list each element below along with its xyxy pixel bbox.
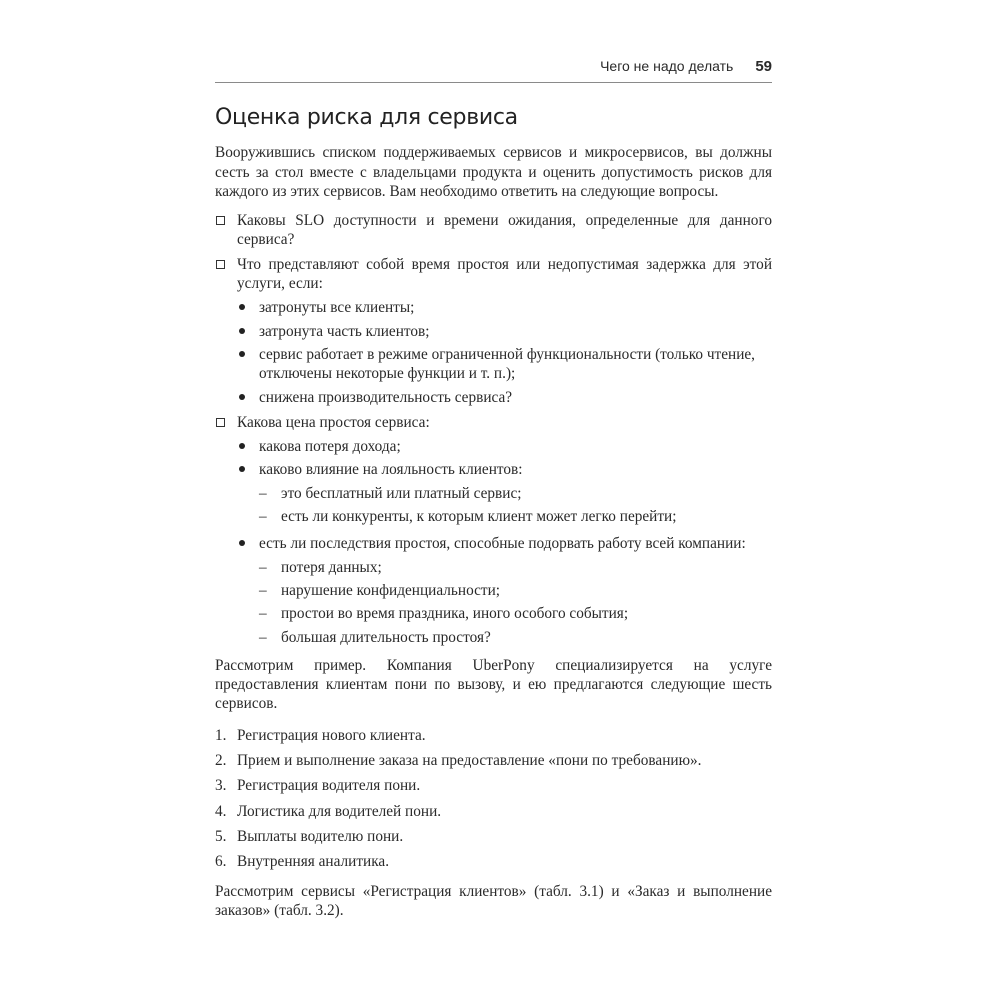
dash-icon: – bbox=[259, 558, 267, 576]
page-number: 59 bbox=[755, 58, 772, 75]
bullet-icon bbox=[239, 443, 245, 449]
dash-icon: – bbox=[259, 484, 267, 502]
bullet-icon bbox=[239, 466, 245, 472]
service-item bbox=[215, 827, 772, 846]
dash-icon: – bbox=[259, 628, 267, 646]
service-text: Выплаты водителю пони. bbox=[237, 827, 404, 845]
bullet-icon bbox=[239, 540, 245, 546]
question-item bbox=[215, 255, 772, 294]
service-text: Логистика для водителей пони. bbox=[237, 802, 442, 820]
bullet-item bbox=[237, 298, 772, 317]
dash-item bbox=[259, 604, 772, 623]
bullet-icon bbox=[239, 394, 245, 400]
bullet-icon bbox=[239, 328, 245, 334]
dash-text: большая длительность простоя? bbox=[281, 628, 491, 646]
service-text: Прием и выполнение заказа на предоставление «пони по требованию». bbox=[237, 752, 702, 770]
service-item bbox=[215, 726, 772, 745]
dash-text: есть ли конкуренты, к которым клиент может легко перейти; bbox=[281, 508, 677, 526]
checkbox-bullet-icon bbox=[216, 216, 225, 225]
service-text: Регистрация нового клиента. bbox=[237, 726, 426, 744]
dash-text: потеря данных; bbox=[281, 558, 382, 576]
bullet-item bbox=[237, 388, 772, 407]
question-item bbox=[215, 413, 772, 432]
dash-icon: – bbox=[259, 605, 267, 623]
bullet-item bbox=[237, 534, 772, 553]
question-text: Что представляют собой время простоя или недопустимая задержка для этой услуги, если: bbox=[237, 255, 772, 293]
bullet-text: снижена производительность сервиса? bbox=[259, 388, 513, 406]
service-item bbox=[215, 751, 772, 770]
item-number: 4. bbox=[215, 802, 227, 820]
dash-text: простои во время праздника, иного особого события; bbox=[281, 605, 629, 623]
service-text: Регистрация водителя пони. bbox=[237, 777, 421, 795]
question-item bbox=[215, 211, 772, 250]
closing-paragraph: Рассмотрим сервисы «Регистрация клиентов» (табл. 3.1) и «Заказ и выполнение заказов» (табл. 3.2). bbox=[215, 882, 772, 919]
bullet-text: каково влияние на лояльность клиентов: bbox=[259, 461, 523, 479]
bullet-text: затронута часть клиентов; bbox=[259, 322, 430, 340]
dash-item bbox=[259, 507, 772, 526]
dash-item bbox=[259, 581, 772, 600]
item-number: 3. bbox=[215, 777, 227, 795]
service-item bbox=[215, 802, 772, 821]
dash-item bbox=[259, 484, 772, 503]
running-header bbox=[215, 58, 772, 83]
bullet-item bbox=[237, 322, 772, 341]
checkbox-bullet-icon bbox=[216, 418, 225, 427]
bullet-icon bbox=[239, 304, 245, 310]
checkbox-bullet-icon bbox=[216, 260, 225, 269]
service-text: Внутренняя аналитика. bbox=[237, 853, 390, 871]
item-number: 2. bbox=[215, 752, 227, 770]
intro-paragraph: Вооружившись списком поддерживаемых сервисов и микросервисов, вы должны сесть за стол вместе с владельцами продукта и оценить допустимость рисков для каждого из этих сервисов. Вам необходимо ответить на следующие вопросы. bbox=[215, 144, 772, 200]
bullet-text: есть ли последствия простоя, способные подорвать работу всей компании: bbox=[259, 535, 746, 553]
bullet-item bbox=[237, 460, 772, 479]
question-text: Каковы SLO доступности и времени ожидания, определенные для данного сервиса? bbox=[237, 212, 772, 249]
service-item bbox=[215, 852, 772, 871]
dash-item bbox=[259, 558, 772, 577]
example-paragraph: Рассмотрим пример. Компания UberPony специализируется на услуге предоставления клиентам пони по вызову, и ею предлагаются следующие шесть сервисов. bbox=[215, 656, 772, 713]
dash-icon: – bbox=[259, 581, 267, 599]
question-text: Какова цена простоя сервиса: bbox=[237, 413, 430, 431]
dash-text: это бесплатный или платный сервис; bbox=[281, 484, 522, 502]
item-number: 6. bbox=[215, 853, 227, 871]
item-number: 1. bbox=[215, 726, 227, 744]
dash-text: нарушение конфиденциальности; bbox=[281, 581, 501, 599]
item-number: 5. bbox=[215, 827, 227, 845]
section-title: Чего не надо делать bbox=[600, 58, 734, 74]
bullet-item bbox=[237, 345, 772, 384]
bullet-text: затронуты все клиенты; bbox=[259, 299, 415, 317]
dash-item bbox=[259, 628, 772, 647]
bullet-text: какова потеря дохода; bbox=[259, 438, 401, 456]
section-heading: Оценка риска для сервиса bbox=[215, 105, 518, 130]
bullet-item bbox=[237, 437, 772, 456]
bullet-icon bbox=[239, 351, 245, 357]
service-item bbox=[215, 776, 772, 795]
page-body bbox=[215, 105, 772, 930]
dash-icon: – bbox=[259, 508, 267, 526]
bullet-text: сервис работает в режиме ограниченной функциональности (только чтение, отключены некоторые функции и т. п.); bbox=[259, 345, 755, 383]
